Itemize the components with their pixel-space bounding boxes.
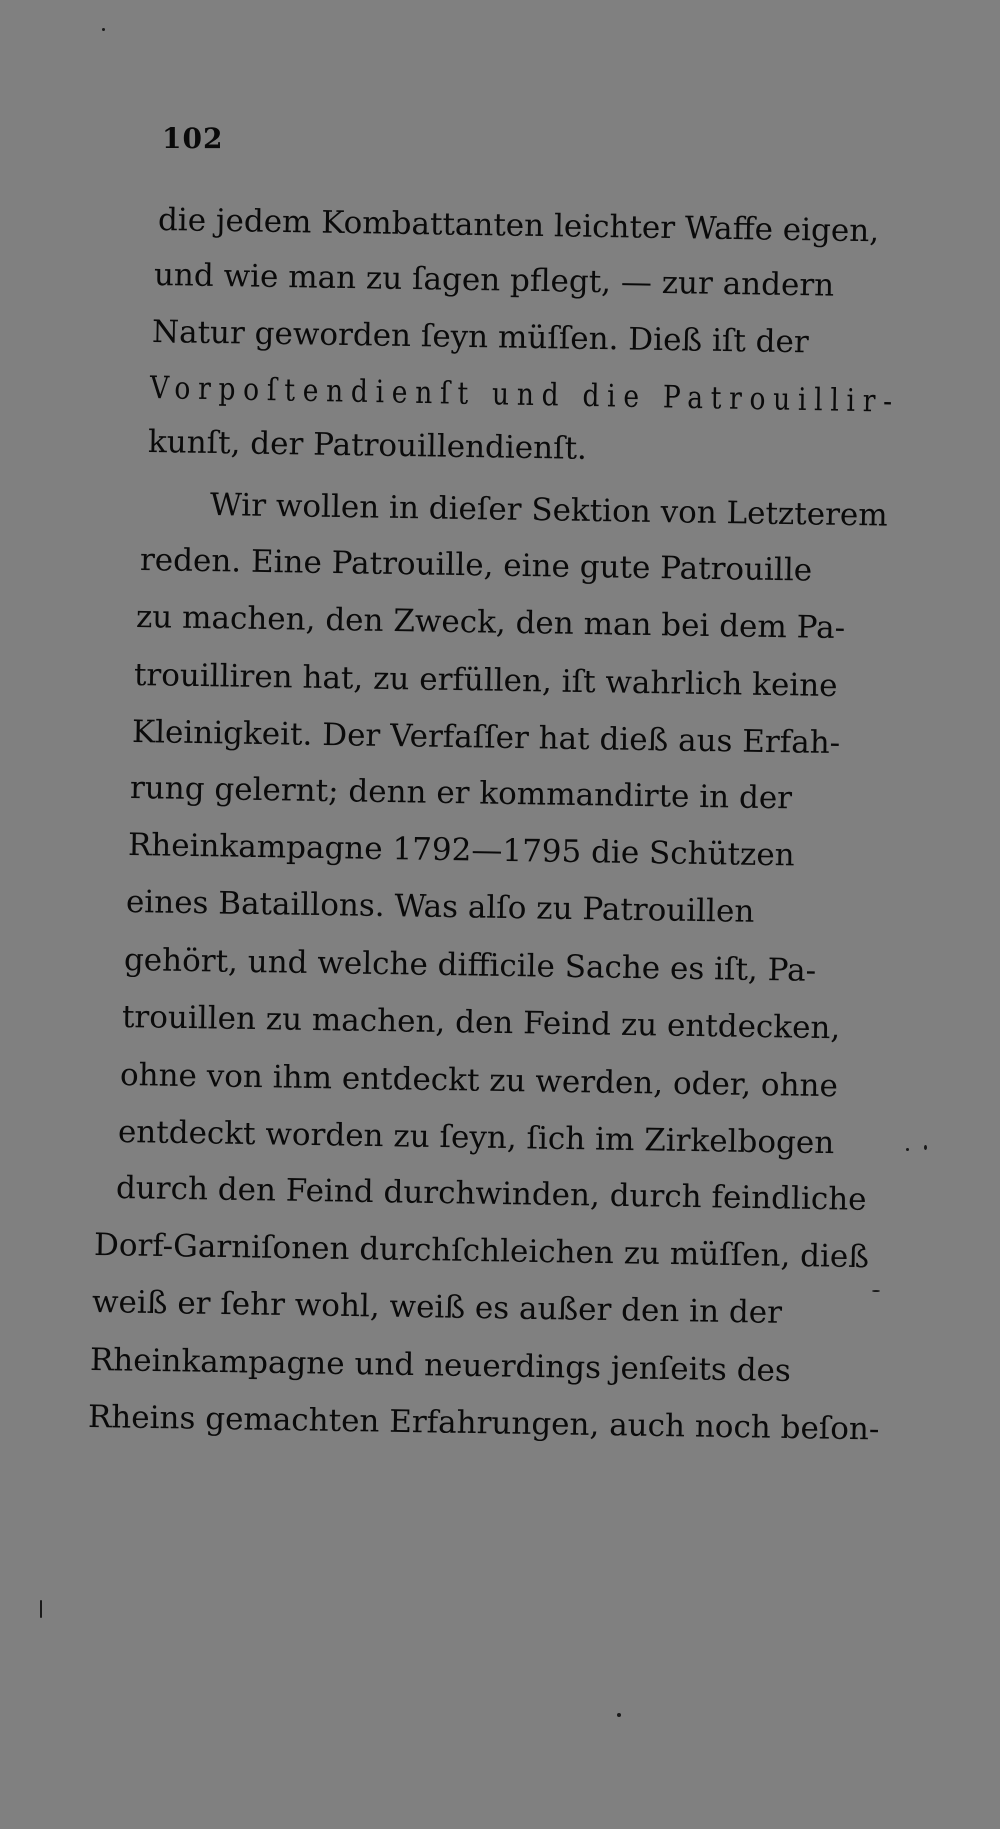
scan-speck bbox=[906, 1148, 909, 1151]
text-line: Rheinkampagne 1792—1795 die Schützen bbox=[127, 827, 795, 874]
scan-speck bbox=[617, 1713, 621, 1717]
scan-speck bbox=[872, 1290, 880, 1292]
text-line: Dorf-Garniſonen durchſchleichen zu müſſen, dieß bbox=[93, 1227, 870, 1276]
page-number: 102 bbox=[162, 122, 224, 155]
text-line: Rheins gemachten Erfahrungen, auch noch beſon- bbox=[87, 1399, 880, 1448]
text-line: reden. Eine Patrouille, eine gute Patrouille bbox=[139, 542, 813, 589]
text-line: kunſt, der Patrouillendienſt. bbox=[147, 424, 588, 467]
text-line: weiß er ſehr wohl, weiß es außer den in der bbox=[91, 1284, 783, 1331]
text-line: Natur geworden ſeyn müſſen. Dieß iſt der bbox=[151, 314, 809, 361]
text-line: durch den Feind durchwinden, durch feindliche bbox=[115, 1170, 867, 1218]
text-line: rung gelernt; denn er kommandirte in der bbox=[129, 770, 793, 817]
scan-speck bbox=[102, 28, 105, 31]
text-line: trouillen zu machen, den Feind zu entdecken, bbox=[121, 999, 841, 1047]
text-line: eines Bataillons. Was alſo zu Patrouillen bbox=[125, 884, 755, 930]
text-line: Kleinigkeit. Der Verfaſſer hat dieß aus Erfah- bbox=[131, 714, 841, 762]
text-line: zu machen, den Zweck, den man bei dem Pa- bbox=[135, 599, 846, 647]
text-line: Rheinkampagne und neuerdings jenſeits des bbox=[89, 1342, 792, 1390]
text-line: ohne von ihm entdeckt zu werden, oder, ohne bbox=[119, 1057, 839, 1105]
text-line: Wir wollen in dieſer Sektion von Letzterem bbox=[209, 487, 888, 534]
scan-speck bbox=[40, 1600, 42, 1618]
text-line: gehört, und welche difficile Sache es iſt, Pa- bbox=[123, 942, 817, 989]
text-line: trouilliren hat, zu erfüllen, iſt wahrlich keine bbox=[133, 657, 838, 705]
text-line: Vorpoſtendienſt und die Patrouillir- bbox=[149, 370, 901, 420]
text-line: entdeckt worden zu ſeyn, ſich im Zirkelbogen bbox=[117, 1114, 835, 1162]
scan-speck bbox=[924, 1145, 927, 1150]
text-line: und wie man zu ſagen pflegt, — zur andern bbox=[153, 257, 835, 304]
text-line: die jedem Kombattanten leichter Waffe eigen, bbox=[157, 202, 880, 250]
